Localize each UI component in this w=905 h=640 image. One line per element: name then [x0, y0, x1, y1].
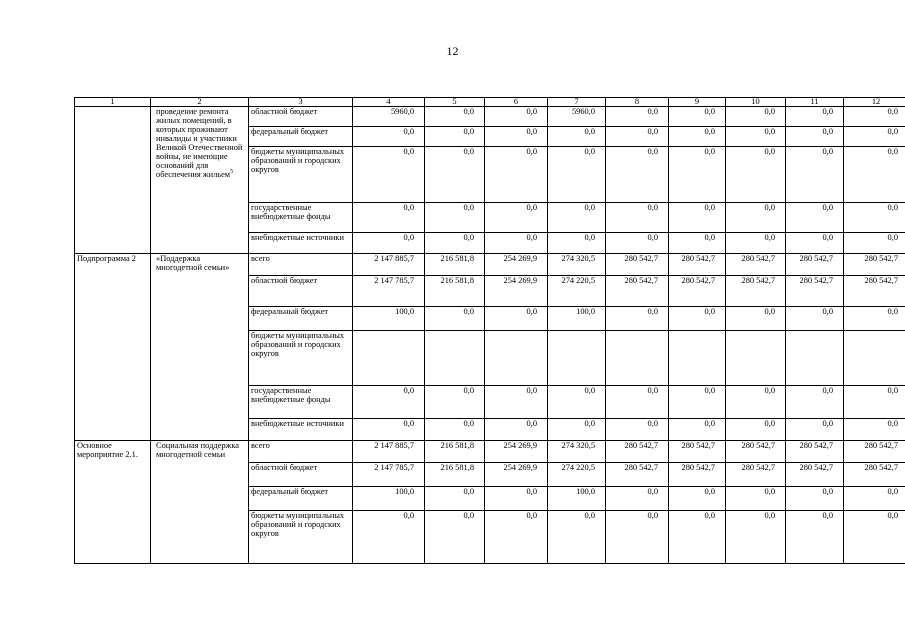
amount-cell: 0,0 — [669, 487, 726, 511]
funding-source-cell: всего — [249, 254, 353, 276]
amount-cell: 0,0 — [786, 233, 844, 254]
amount-cell: 0,0 — [669, 127, 726, 147]
funding-source-cell: государственные внебюджетные фонды — [249, 203, 353, 233]
amount-cell: 280 542,7 — [669, 254, 726, 276]
program-name-cell — [151, 107, 249, 254]
amount-cell: 5960,0 — [548, 107, 606, 127]
amount-cell: 280 542,7 — [606, 276, 669, 307]
amount-cell: 0,0 — [485, 233, 548, 254]
amount-cell: 0,0 — [353, 419, 425, 441]
amount-cell: 0,0 — [425, 203, 485, 233]
amount-cell: 0,0 — [844, 107, 905, 127]
amount-cell — [353, 331, 425, 386]
amount-cell: 0,0 — [669, 386, 726, 419]
funding-source-cell: федеральный бюджет — [249, 307, 353, 331]
amount-cell: 0,0 — [669, 147, 726, 203]
amount-cell — [548, 331, 606, 386]
amount-cell: 216 581,8 — [425, 463, 485, 487]
funding-source-cell: внебюджетные источники — [249, 419, 353, 441]
funding-source-cell: бюджеты муниципальных образований и городских округов — [249, 147, 353, 203]
amount-cell: 0,0 — [726, 147, 786, 203]
amount-cell: 0,0 — [548, 419, 606, 441]
amount-cell: 0,0 — [353, 233, 425, 254]
amount-cell: 0,0 — [786, 147, 844, 203]
amount-cell: 0,0 — [485, 203, 548, 233]
amount-cell: 254 269,9 — [485, 276, 548, 307]
amount-cell: 2 147 785,7 — [353, 276, 425, 307]
column-number: 5 — [425, 98, 485, 107]
program-label-cell: Основное мероприятие 2.1. — [75, 441, 151, 564]
amount-cell: 0,0 — [485, 107, 548, 127]
amount-cell: 0,0 — [726, 203, 786, 233]
footnote-marker: 5 — [230, 169, 234, 176]
amount-cell: 0,0 — [844, 511, 905, 564]
amount-cell: 0,0 — [786, 107, 844, 127]
amount-cell: 0,0 — [485, 419, 548, 441]
amount-cell: 0,0 — [786, 487, 844, 511]
amount-cell: 0,0 — [786, 419, 844, 441]
funding-source-cell: областной бюджет — [249, 107, 353, 127]
funding-source-cell: бюджеты муниципальных образований и городских округов — [249, 331, 353, 386]
amount-cell: 216 581,8 — [425, 441, 485, 463]
funding-source-cell: всего — [249, 441, 353, 463]
column-number: 12 — [844, 98, 905, 107]
amount-cell: 280 542,7 — [786, 276, 844, 307]
amount-cell: 254 269,9 — [485, 254, 548, 276]
funding-source-cell: областной бюджет — [249, 276, 353, 307]
amount-cell: 0,0 — [726, 511, 786, 564]
amount-cell: 280 542,7 — [786, 463, 844, 487]
amount-cell: 2 147 785,7 — [353, 463, 425, 487]
amount-cell: 0,0 — [844, 203, 905, 233]
amount-cell: 0,0 — [425, 147, 485, 203]
amount-cell — [485, 331, 548, 386]
amount-cell: 0,0 — [548, 127, 606, 147]
amount-cell: 0,0 — [485, 487, 548, 511]
amount-cell: 0,0 — [844, 127, 905, 147]
column-number: 9 — [669, 98, 726, 107]
program-name-text: Социальная поддержка многодетной семьи — [156, 441, 239, 459]
amount-cell: 0,0 — [786, 307, 844, 331]
amount-cell: 0,0 — [606, 511, 669, 564]
column-number: 3 — [249, 98, 353, 107]
amount-cell: 0,0 — [606, 127, 669, 147]
table-row — [75, 254, 905, 276]
amount-cell: 0,0 — [425, 511, 485, 564]
amount-cell: 0,0 — [353, 386, 425, 419]
amount-cell: 280 542,7 — [726, 276, 786, 307]
amount-cell: 100,0 — [548, 487, 606, 511]
column-number: 6 — [485, 98, 548, 107]
amount-cell: 0,0 — [726, 107, 786, 127]
amount-cell: 0,0 — [548, 147, 606, 203]
amount-cell: 100,0 — [548, 307, 606, 331]
program-name-cell — [151, 254, 249, 441]
amount-cell — [726, 331, 786, 386]
amount-cell: 0,0 — [485, 511, 548, 564]
amount-cell: 0,0 — [669, 419, 726, 441]
amount-cell: 0,0 — [548, 203, 606, 233]
program-name-cell — [151, 441, 249, 564]
amount-cell: 280 542,7 — [726, 463, 786, 487]
amount-cell: 0,0 — [844, 147, 905, 203]
amount-cell: 0,0 — [353, 147, 425, 203]
amount-cell: 0,0 — [726, 386, 786, 419]
amount-cell: 0,0 — [726, 487, 786, 511]
amount-cell: 0,0 — [425, 487, 485, 511]
amount-cell: 0,0 — [485, 127, 548, 147]
amount-cell: 0,0 — [425, 127, 485, 147]
amount-cell: 5960,0 — [353, 107, 425, 127]
amount-cell: 216 581,8 — [425, 254, 485, 276]
amount-cell — [606, 331, 669, 386]
amount-cell: 0,0 — [669, 307, 726, 331]
amount-cell: 274 220,5 — [548, 276, 606, 307]
amount-cell: 0,0 — [425, 307, 485, 331]
funding-source-cell: государственные внебюджетные фонды — [249, 386, 353, 419]
funding-source-cell: внебюджетные источники — [249, 233, 353, 254]
amount-cell: 0,0 — [353, 511, 425, 564]
column-number-row — [75, 98, 905, 107]
amount-cell: 0,0 — [606, 147, 669, 203]
table-row — [75, 441, 905, 463]
amount-cell: 0,0 — [485, 386, 548, 419]
amount-cell: 0,0 — [548, 511, 606, 564]
amount-cell: 0,0 — [606, 386, 669, 419]
column-number: 4 — [353, 98, 425, 107]
amount-cell — [669, 331, 726, 386]
amount-cell: 0,0 — [485, 147, 548, 203]
amount-cell: 0,0 — [425, 386, 485, 419]
column-number: 2 — [151, 98, 249, 107]
budget-table — [74, 97, 905, 564]
page-number: 12 — [446, 44, 459, 58]
amount-cell: 0,0 — [786, 127, 844, 147]
amount-cell: 0,0 — [606, 233, 669, 254]
amount-cell: 0,0 — [425, 233, 485, 254]
amount-cell: 0,0 — [844, 487, 905, 511]
amount-cell: 100,0 — [353, 487, 425, 511]
amount-cell: 280 542,7 — [786, 441, 844, 463]
amount-cell: 274 320,5 — [548, 254, 606, 276]
amount-cell: 254 269,9 — [485, 441, 548, 463]
amount-cell: 0,0 — [606, 203, 669, 233]
amount-cell: 0,0 — [844, 233, 905, 254]
program-name-text: «Поддержка многодетной семьи» — [156, 254, 230, 272]
column-number: 8 — [606, 98, 669, 107]
funding-source-cell: федеральный бюджет — [249, 127, 353, 147]
amount-cell: 0,0 — [726, 233, 786, 254]
amount-cell: 280 542,7 — [606, 441, 669, 463]
amount-cell: 280 542,7 — [669, 463, 726, 487]
amount-cell: 0,0 — [844, 307, 905, 331]
column-number: 10 — [726, 98, 786, 107]
amount-cell: 0,0 — [786, 511, 844, 564]
amount-cell: 254 269,9 — [485, 463, 548, 487]
amount-cell: 0,0 — [353, 203, 425, 233]
amount-cell: 0,0 — [726, 419, 786, 441]
amount-cell: 0,0 — [669, 233, 726, 254]
amount-cell: 0,0 — [606, 487, 669, 511]
amount-cell: 280 542,7 — [844, 441, 905, 463]
amount-cell: 0,0 — [485, 307, 548, 331]
amount-cell: 0,0 — [425, 419, 485, 441]
amount-cell: 274 220,5 — [548, 463, 606, 487]
amount-cell: 0,0 — [606, 107, 669, 127]
amount-cell: 280 542,7 — [844, 276, 905, 307]
amount-cell: 2 147 885,7 — [353, 441, 425, 463]
program-label-cell — [75, 107, 151, 254]
amount-cell: 0,0 — [606, 307, 669, 331]
amount-cell: 280 542,7 — [606, 254, 669, 276]
amount-cell — [844, 331, 905, 386]
amount-cell: 0,0 — [786, 386, 844, 419]
amount-cell: 280 542,7 — [726, 441, 786, 463]
amount-cell: 280 542,7 — [726, 254, 786, 276]
column-number: 7 — [548, 98, 606, 107]
amount-cell: 0,0 — [606, 419, 669, 441]
table-row — [75, 107, 905, 127]
amount-cell: 2 147 885,7 — [353, 254, 425, 276]
amount-cell: 0,0 — [353, 127, 425, 147]
amount-cell — [425, 331, 485, 386]
amount-cell: 280 542,7 — [844, 254, 905, 276]
amount-cell: 0,0 — [425, 107, 485, 127]
amount-cell: 0,0 — [669, 511, 726, 564]
amount-cell: 0,0 — [548, 233, 606, 254]
amount-cell: 0,0 — [726, 307, 786, 331]
amount-cell: 0,0 — [548, 386, 606, 419]
amount-cell: 0,0 — [786, 203, 844, 233]
program-name-text: проведение ремонта жилых помещений, в которых проживают инвалиды и участники Великой Отечественной войны, не имеющие оснований для обеспечения жильем — [156, 107, 243, 179]
amount-cell: 280 542,7 — [669, 276, 726, 307]
amount-cell: 0,0 — [669, 203, 726, 233]
amount-cell: 216 581,8 — [425, 276, 485, 307]
amount-cell: 280 542,7 — [786, 254, 844, 276]
amount-cell — [786, 331, 844, 386]
amount-cell: 280 542,7 — [844, 463, 905, 487]
column-number: 11 — [786, 98, 844, 107]
program-label-cell: Подпрограмма 2 — [75, 254, 151, 441]
amount-cell: 0,0 — [844, 419, 905, 441]
amount-cell: 0,0 — [669, 107, 726, 127]
funding-source-cell: областной бюджет — [249, 463, 353, 487]
funding-source-cell: бюджеты муниципальных образований и городских округов — [249, 511, 353, 564]
column-number: 1 — [75, 98, 151, 107]
amount-cell: 274 320,5 — [548, 441, 606, 463]
amount-cell: 280 542,7 — [669, 441, 726, 463]
amount-cell: 0,0 — [726, 127, 786, 147]
funding-source-cell: федеральный бюджет — [249, 487, 353, 511]
amount-cell: 0,0 — [844, 386, 905, 419]
amount-cell: 280 542,7 — [606, 463, 669, 487]
amount-cell: 100,0 — [353, 307, 425, 331]
